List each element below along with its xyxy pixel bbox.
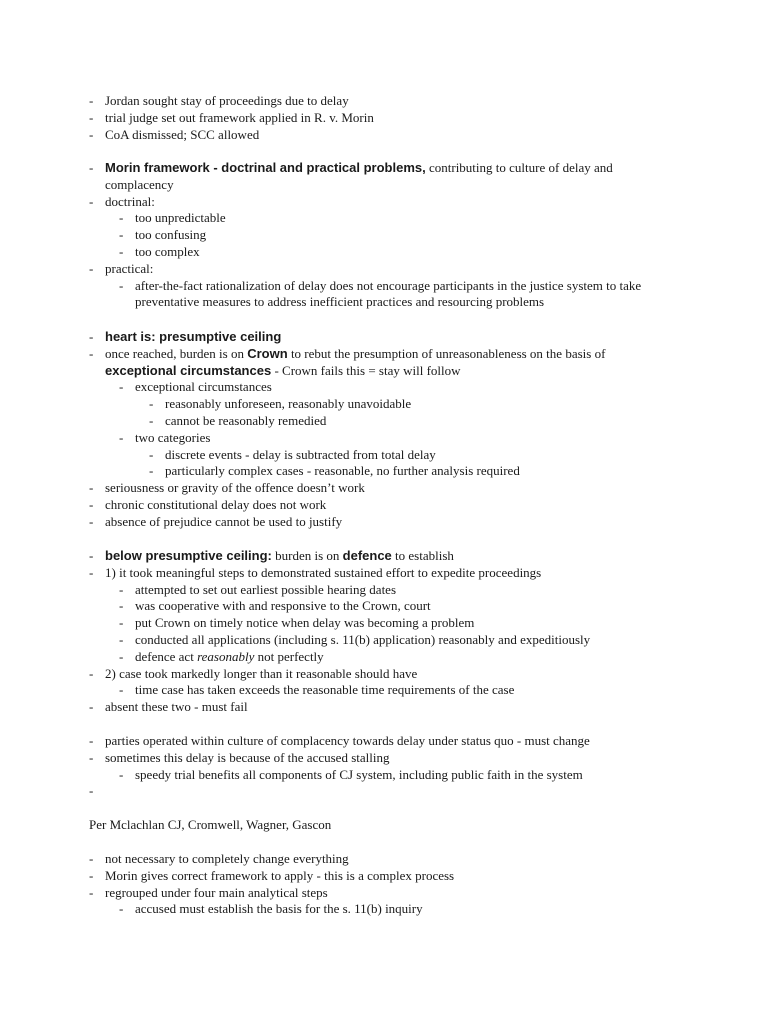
bullet-dash: -: [89, 109, 94, 125]
list-item: - discrete events - delay is subtracted from total delay: [149, 446, 436, 462]
bullet-dash: -: [149, 412, 154, 428]
bullet-dash: -: [119, 631, 124, 647]
list-item: - too unpredictable: [119, 210, 226, 226]
list-item: - two categories: [119, 429, 211, 445]
list-item: - particularly complex cases - reasonable, no further analysis required: [149, 463, 520, 479]
bullet-dash: -: [89, 126, 94, 142]
bullet-dash: -: [89, 345, 94, 361]
bullet-dash: -: [119, 766, 124, 782]
bullet-dash: -: [119, 598, 124, 614]
bullet-dash: -: [119, 581, 124, 597]
bullet-dash: -: [89, 564, 94, 580]
bullet-dash: -: [89, 329, 94, 344]
list-item: - seriousness or gravity of the offence doesn’t work: [89, 480, 365, 496]
list-item: - was cooperative with and responsive to the Crown, court: [119, 598, 431, 614]
bullet-dash: -: [89, 93, 94, 108]
list-item: - CoA dismissed; SCC allowed: [89, 126, 260, 142]
section-below-ceiling: [0, 548, 768, 716]
bullet-dash: -: [149, 396, 154, 412]
list-item: - not necessary to completely change everything: [89, 851, 349, 866]
list-item: - cannot be reasonably remedied: [149, 412, 327, 428]
list-item: - after-the-fact rationalization of delay does not encourage participants in the justice system to take preventative measures to address inefficient practices and resourcing problems: [119, 277, 642, 310]
list-item-empty: [0, 783, 768, 800]
bullet-dash: -: [89, 867, 94, 883]
list-item: - below presumptive ceiling: burden is on defence to establish: [89, 548, 454, 563]
list-item: - put Crown on timely notice when delay was becoming a problem: [119, 615, 475, 631]
bullet-dash: -: [89, 193, 94, 209]
bullet-dash: -: [89, 783, 94, 799]
bullet-dash: -: [89, 851, 94, 866]
bullet-dash: -: [89, 513, 94, 529]
list-item: - attempted to set out earliest possible hearing dates: [119, 581, 397, 597]
section-minority: [0, 851, 768, 918]
bullet-dash: -: [89, 699, 94, 715]
list-item: - accused must establish the basis for the s. 11(b) inquiry: [119, 901, 423, 917]
list-item: - too complex: [119, 243, 200, 259]
bullet-dash: -: [119, 429, 124, 445]
section-case-history: [0, 93, 768, 143]
list-item: - sometimes this delay is because of the accused stalling: [89, 749, 390, 765]
section-morin-problems: [0, 160, 768, 311]
bullet-dash: -: [119, 243, 124, 259]
bullet-dash: -: [89, 884, 94, 900]
list-item: - 2) case took markedly longer than it reasonable should have: [89, 665, 418, 681]
list-item: - once reached, burden is on Crown to rebut the presumption of unreasonableness on the basis of exceptional circumstances - Crown fails this = stay will follow: [89, 345, 606, 378]
list-item: - too confusing: [119, 227, 207, 243]
bullet-dash: -: [119, 379, 124, 395]
bullet-dash: -: [89, 548, 94, 563]
bullet-dash: -: [89, 733, 94, 748]
bullet-dash: -: [149, 463, 154, 479]
section-presumptive-ceiling: [0, 329, 768, 531]
list-item: - Morin gives correct framework to apply - this is a complex process: [89, 867, 455, 883]
list-item: - practical:: [89, 260, 154, 276]
list-item: - chronic constitutional delay does not work: [89, 496, 327, 512]
bullet-dash: -: [119, 682, 124, 698]
bullet-dash: -: [89, 665, 94, 681]
list-item: - defence act reasonably not perfectly: [119, 648, 324, 664]
list-item: - absent these two - must fail: [89, 699, 248, 715]
bullet-dash: -: [119, 648, 124, 664]
list-item: - absence of prejudice cannot be used to justify: [89, 513, 343, 529]
list-item: - parties operated within culture of complacency towards delay under status quo - must change: [89, 733, 590, 748]
bullet-dash: -: [89, 749, 94, 765]
bullet-dash: -: [119, 277, 124, 293]
bullet-dash: -: [119, 210, 124, 226]
list-item: - reasonably unforeseen, reasonably unavoidable: [149, 396, 412, 412]
bullet-dash: -: [119, 227, 124, 243]
bullet-dash: -: [89, 496, 94, 512]
list-item: - trial judge set out framework applied in R. v. Morin: [89, 109, 374, 125]
list-item: - conducted all applications (including s. 11(b) application) reasonably and expeditiously: [119, 631, 591, 647]
bullet-dash: -: [89, 260, 94, 276]
list-item: - Morin framework - doctrinal and practical problems, contributing to culture of delay and complacency: [89, 160, 613, 192]
bullet-dash: -: [89, 480, 94, 496]
per-judges-heading: Per Mclachlan CJ, Cromwell, Wagner, Gascon: [89, 817, 332, 832]
bullet-dash: -: [149, 446, 154, 462]
list-item: - regrouped under four main analytical steps: [89, 884, 328, 900]
list-item: - exceptional circumstances: [119, 379, 272, 395]
list-item: - time case has taken exceeds the reasonable time requirements of the case: [119, 682, 515, 698]
bullet-dash: -: [89, 160, 94, 175]
bullet-dash: -: [119, 901, 124, 917]
section-complacency: [0, 733, 768, 800]
list-item: - Jordan sought stay of proceedings due to delay: [89, 93, 349, 108]
list-item: - speedy trial benefits all components of CJ system, including public faith in the system: [119, 766, 583, 782]
bullet-dash: -: [119, 615, 124, 631]
list-item: - heart is: presumptive ceiling: [89, 329, 282, 344]
list-item: - doctrinal:: [89, 193, 155, 209]
list-item: - 1) it took meaningful steps to demonstrated sustained effort to expedite proceedings: [89, 564, 542, 580]
